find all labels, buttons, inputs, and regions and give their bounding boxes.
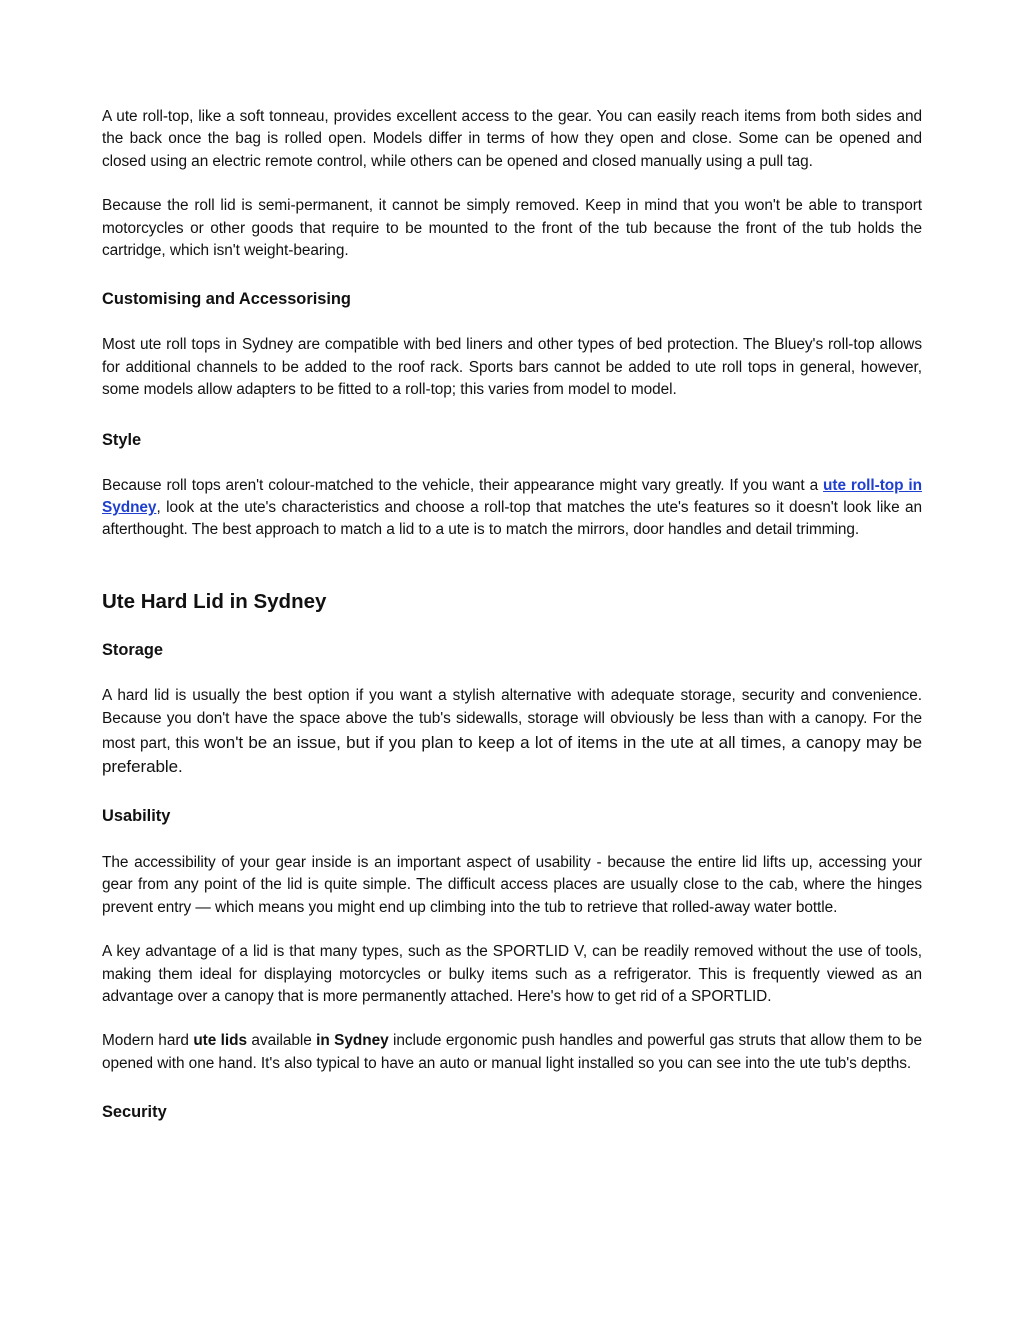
paragraph-handles-text-c: available [247, 1032, 317, 1050]
paragraph-style-text-after: , look at the ute's characteristics and choose a roll-top that matches the ute's features so it doesn't look like an afterthought. The best approach to match a lid to a ute is to match the mirrors, door handles and detail trimming. [102, 499, 922, 539]
heading-ute-hard-lid: Ute Hard Lid in Sydney [102, 589, 327, 613]
paragraph-roll-top-access: A ute roll-top, like a soft tonneau, provides excellent access to the gear. You can easily reach items from both sides and the back once the bag is rolled open. Models differ in terms of how they open and close. Some can be opened and closed using an electric remote control, while others can be opened and closed manually using a pull tag. [102, 108, 922, 170]
heading-style: Style [102, 430, 142, 449]
ute-roll-top-sydney-link[interactable]: ute roll-top in Sydney [102, 476, 922, 517]
heading-customising: Customising and Accessorising [102, 290, 351, 309]
paragraph-roll-lid-semi-permanent: Because the roll lid is semi-permanent, it cannot be simply removed. Keep in mind that you won't be able to transport motorcycles or other goods that require to be mounted to the front of the tub because the front of the tub holds the cartridge, which isn't weight-bearing. [102, 197, 922, 260]
paragraph-handles-text-a: Modern hard [102, 1032, 194, 1050]
paragraph-style-text-before: Because roll tops aren't colour-matched to the vehicle, their appearance might vary greatly. If you want a [102, 476, 824, 494]
heading-security: Security [102, 1103, 167, 1122]
heading-usability: Usability [102, 806, 171, 825]
paragraph-usability-removal: A key advantage of a lid is that many types, such as the SPORTLID V, can be readily removed without the use of tools, making them ideal for displaying motorcycles or bulky items such as a refrigerator. This is frequently viewed as an advantage over a canopy that is more permanently attached. Here's how to get rid of a SPORTLID. [102, 943, 922, 1005]
paragraph-usability-access: The accessibility of your gear inside is an important aspect of usability - because the entire lid lifts up, accessing your gear from any point of the lid is quite simple. The difficult access places are usually close to the cab, where the hinges prevent entry — which means you might end up climbing into the tub to retrieve that rolled-away water bottle. [102, 853, 922, 916]
paragraph-handles-ute-lids: ute lids [193, 1032, 247, 1050]
paragraph-storage [102, 684, 922, 780]
paragraph-handles-text-e: include ergonomic push handles and powerful gas struts that allow them to be opened with one hand. It's also typical to have an auto or manual light installed so you can see into the ute tub's depths. [102, 1032, 922, 1072]
document-page [102, 106, 922, 1124]
paragraph-storage-text-a: A hard lid is usually the best option if you want a stylish alternative with adequate storage, security and convenience. Because you don't have the space above the tub's sidewalls, storage will obviously be less than with a canopy. For the most part, this [102, 686, 922, 752]
paragraph-customising: Most ute roll tops in Sydney are compatible with bed liners and other types of bed protection. The Bluey's roll-top allows for additional channels to be added to the roof rack. Sports bars cannot be added to ute roll tops in general, however, some models allow adapters to be fitted to a roll-top; this varies from model to model. [102, 336, 922, 399]
paragraph-style [102, 475, 922, 542]
paragraph-storage-text-b: won't be an issue, but if you plan to keep a lot of items in the ute at all times, a canopy may be preferable. [102, 732, 922, 777]
paragraph-handles-in-sydney: in Sydney [316, 1032, 389, 1050]
heading-storage: Storage [102, 640, 164, 659]
paragraph-usability-handles [102, 1030, 922, 1075]
